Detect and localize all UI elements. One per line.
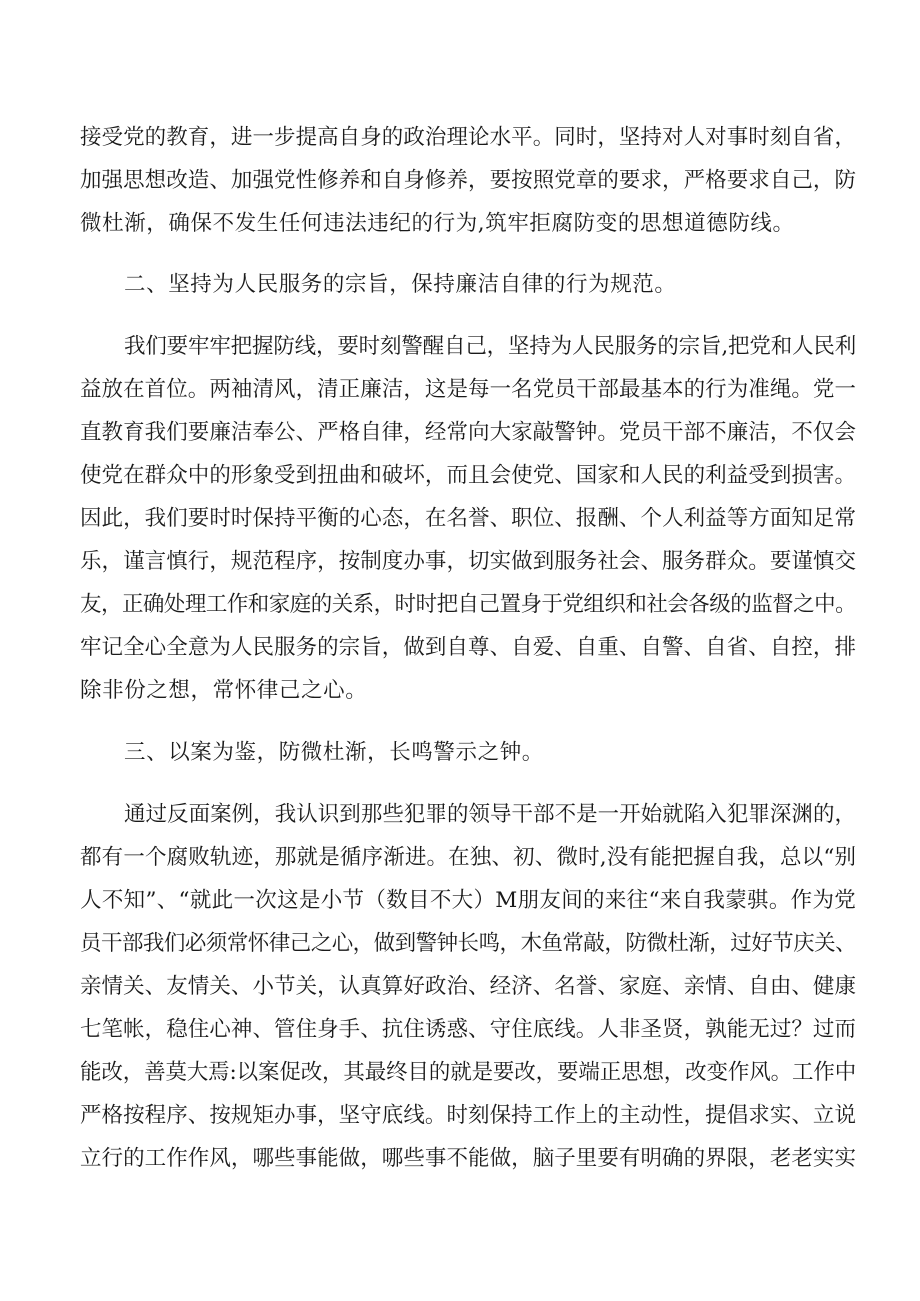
paragraph-line: 人不知”、“就此一次这是小节（数目不大）M朋友间的来往“来自我蒙骐。作为党 [80,888,856,913]
paragraph-line: 严格按程序、按规矩办事，坚守底线。时刻保持工作上的主动性，提倡求实、立说 [80,1103,856,1128]
paragraph-line: 通过反面案例，我认识到那些犯罪的领导干部不是一开始就陷入犯罪深渊的， [124,802,856,827]
paragraph-line: 直教育我们要廉洁奉公、严格自律，经常向大家敲警钟。党员干部不廉洁，不仅会 [80,420,856,445]
paragraph-line: 使党在群众中的形象受到扭曲和破坏，而且会使党、国家和人民的利益受到损害。 [80,463,856,488]
paragraph-line: 乐，谨言慎行，规范程序，按制度办事，切实做到服务社会、服务群众。要谨慎交 [80,549,856,574]
paragraph-line: 友，正确处理工作和家庭的关系，时时把自己置身于党组织和社会各级的监督之中。 [80,592,856,617]
paragraph-line: 接受党的教育，进一步提高自身的政治理论水平。同时，坚持对人对事时刻自省， [80,125,856,150]
paragraph-line: 除非份之想，常怀律己之心。 [80,678,368,703]
paragraph-line: 加强思想改造、加强党性修养和自身修养，要按照党章的要求，严格要求自己，防 [80,168,856,193]
section-heading: 二、坚持为人民服务的宗旨，保持廉洁自律的行为规范。 [124,272,677,297]
paragraph-line: 微杜渐，确保不发生任何违法违纪的行为,筑牢拒腐防变的思想道德防线。 [80,211,795,236]
paragraph-line: 立行的工作作风，哪些事能做，哪些事不能做，脑子里要有明确的界限，老老实实 [80,1146,856,1171]
paragraph-line: 益放在首位。两袖清风，清正廉洁，这是每一名党员干部最基本的行为准绳。党一 [80,377,856,402]
paragraph-line: 员干部我们必须常怀律己之心，做到警钟长鸣，木鱼常敲，防微杜渐，过好节庆关、 [80,931,856,956]
section-heading: 三、以案为鉴，防微杜渐，长鸣警示之钟。 [124,740,544,765]
paragraph-line: 能改，善莫大焉:以案促改，其最终目的就是要改，要端正思想，改变作风。工作中 [80,1060,856,1085]
paragraph-line: 我们要牢牢把握防线，要时刻警醒自己，坚持为人民服务的宗旨,把党和人民利 [124,334,856,359]
paragraph-line: 七笔帐，稳住心神、管住身手、抗住诱惑、守住底线。人非圣贤，孰能无过？过而 [80,1017,856,1042]
paragraph-line: 都有一个腐败轨迹，那就是循序渐进。在独、初、微时,没有能把握自我，总以“别 [80,845,856,870]
paragraph-line: 亲情关、友情关、小节关，认真算好政治、经济、名誉、家庭、亲情、自由、健康 [80,974,856,999]
paragraph-line: 牢记全心全意为人民服务的宗旨，做到自尊、自爱、自重、自警、自省、自控，排 [80,635,856,660]
paragraph-line: 因此，我们要时时保持平衡的心态，在名誉、职位、报酬、个人利益等方面知足常 [80,506,856,531]
